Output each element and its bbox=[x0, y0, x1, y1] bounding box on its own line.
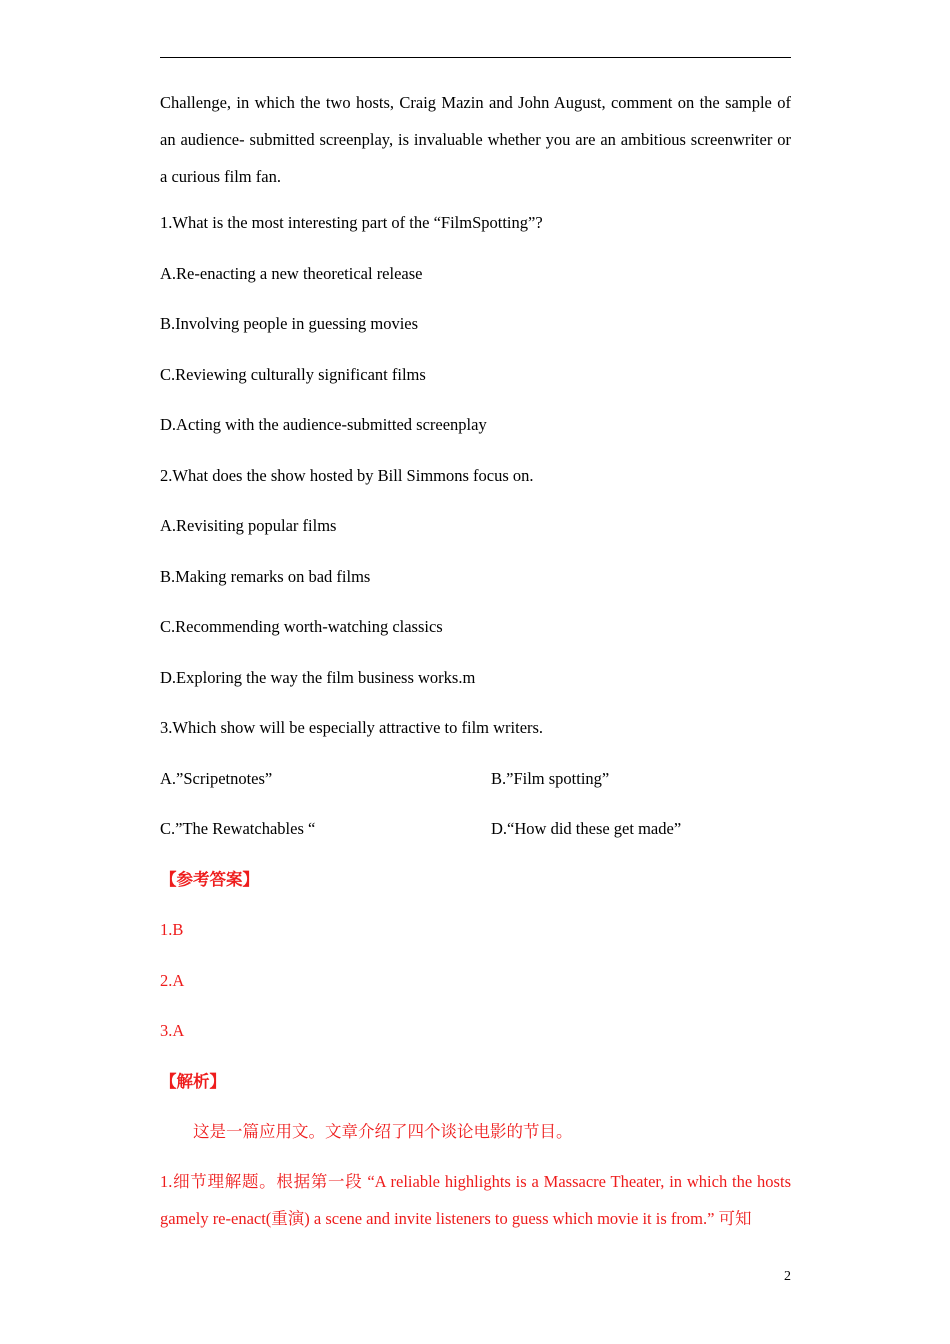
question-3-option-b: B.”Film spotting” bbox=[491, 768, 610, 788]
question-3-stem: 3.Which show will be especially attractive to film writers. bbox=[160, 718, 544, 737]
question-3-options-row-2 bbox=[160, 817, 791, 841]
question-2-option-b: B.Making remarks on bad films bbox=[160, 566, 371, 586]
question-2-option-d: D.Exploring the way the film business works.m bbox=[160, 667, 476, 687]
question-3-option-a: A.”Scripetnotes” bbox=[160, 768, 273, 788]
analysis-heading: 【解析】 bbox=[160, 1071, 226, 1091]
question-2-stem: 2.What does the show hosted by Bill Simmons focus on. bbox=[160, 465, 534, 485]
question-3-options-row-1 bbox=[160, 767, 791, 791]
question-3-option-d: D.“How did these get made” bbox=[491, 819, 682, 838]
question-3-option-c: C.”The Rewatchables “ bbox=[160, 819, 316, 838]
question-1-option-d: D.Acting with the audience-submitted screenplay bbox=[160, 415, 487, 434]
question-1-option-a: A.Re-enacting a new theoretical release bbox=[160, 263, 423, 283]
page-number: 2 bbox=[784, 1269, 791, 1284]
passage-paragraph: Challenge, in which the two hosts, Craig Mazin and John August, comment on the sample of an audience- submitted screenplay, is invaluable whether you are an ambitious screenwriter or a curious film fan. bbox=[160, 93, 791, 186]
question-2-option-a: A.Revisiting popular films bbox=[160, 516, 337, 535]
question-1-stem: 1.What is the most interesting part of the “FilmSpotting”? bbox=[160, 213, 543, 232]
answers-heading: 【参考答案】 bbox=[160, 869, 259, 889]
answer-1: 1.B bbox=[160, 920, 184, 939]
answer-3: 3.A bbox=[160, 1021, 185, 1040]
analysis-question-1: 1.细节理解题。根据第一段 “A reliable highlights is a Massacre Theater, in which the hosts gamely re-enact(重演) a scene and invite listeners to guess which movie it is from.” 可知 bbox=[160, 1172, 791, 1228]
answer-2: 2.A bbox=[160, 970, 185, 990]
question-2-option-c: C.Recommending worth-watching classics bbox=[160, 617, 443, 636]
analysis-summary: 这是一篇应用文。文章介绍了四个谈论电影的节目。 bbox=[193, 1122, 573, 1141]
question-1-option-b: B.Involving people in guessing movies bbox=[160, 314, 419, 333]
document-body bbox=[160, 84, 791, 1237]
question-1-option-c: C.Reviewing culturally significant films bbox=[160, 364, 426, 384]
header-rule bbox=[160, 57, 791, 58]
